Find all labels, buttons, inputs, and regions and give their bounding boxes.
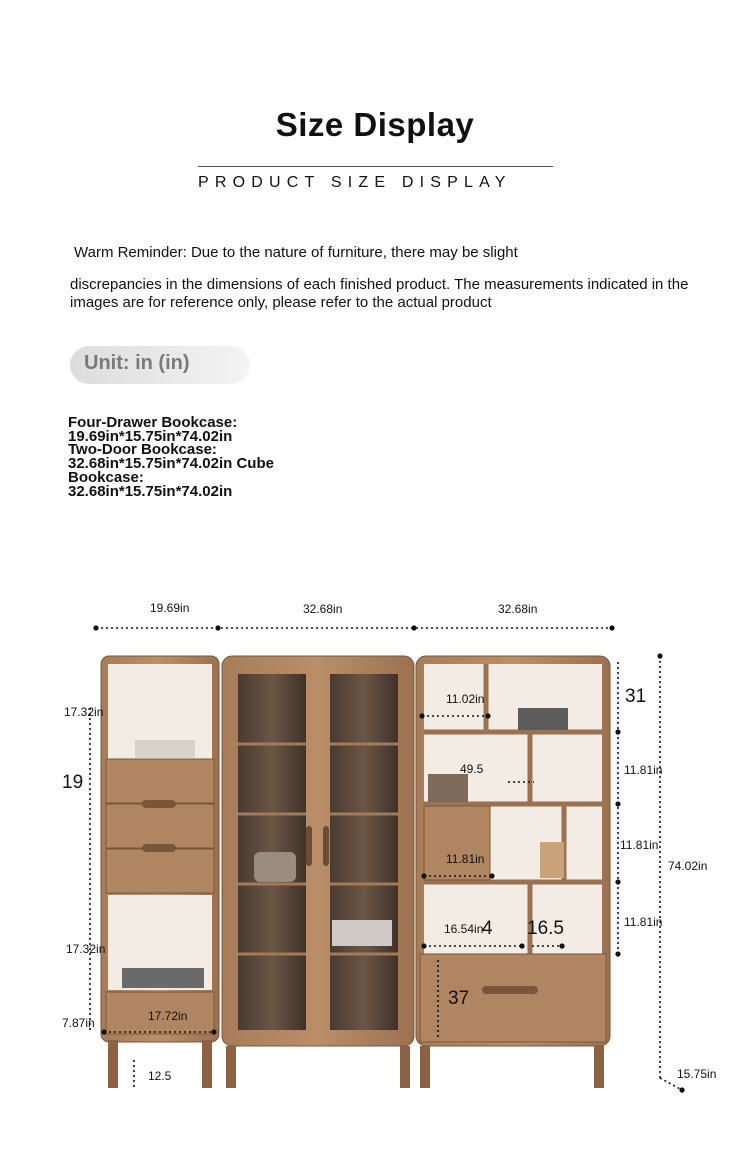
spec-line-3: Two-Door Bookcase: xyxy=(68,441,217,458)
cube-bookcase xyxy=(416,656,610,1088)
reminder-line-3: images are for reference only, please refer to the actual product xyxy=(70,294,492,311)
dim-depth: 15.75in xyxy=(677,1067,717,1081)
dim-left-top-shelf: 17.32in xyxy=(64,705,104,719)
dim-right-top: 31 xyxy=(625,686,647,707)
dim-left-drawer-block: 19 xyxy=(62,772,84,793)
dim-right-lower-width: 16.54in xyxy=(444,922,484,936)
dim-right-small: 4 xyxy=(482,918,493,939)
page-subtitle: PRODUCT SIZE DISPLAY xyxy=(198,174,512,191)
dim-total-height: 74.02in xyxy=(668,859,708,873)
dim-right-gap: 49.5 xyxy=(460,762,484,776)
page-title: Size Display xyxy=(275,106,475,143)
two-door-bookcase xyxy=(222,656,414,1088)
four-drawer-bookcase xyxy=(101,656,219,1088)
spec-line-4: 32.68in*15.75in*74.02in Cube xyxy=(68,455,274,472)
dim-left-lower-shelf: 17.32in xyxy=(66,942,106,956)
dim-width-left: 19.69in xyxy=(150,601,190,615)
unit-label: Unit: in (in) xyxy=(84,352,190,374)
dim-left-bottom: 7.87in xyxy=(62,1016,95,1030)
dim-right-small2: 16.5 xyxy=(527,918,564,939)
dim-right-shelf-h2: 11.81in xyxy=(620,838,659,852)
reminder-text xyxy=(70,276,688,312)
dim-width-right: 32.68in xyxy=(498,602,538,616)
title-divider xyxy=(198,166,553,167)
spec-line-5: Bookcase: xyxy=(68,469,144,486)
dim-right-shelf-width: 11.02in xyxy=(446,692,485,706)
dim-right-shelf-h3: 11.81in xyxy=(624,915,663,929)
reminder-line-2: discrepancies in the dimensions of each finished product. The measurements indicated in the xyxy=(70,276,689,293)
dim-width-middle: 32.68in xyxy=(303,602,343,616)
spec-line-6: 32.68in*15.75in*74.02in xyxy=(68,483,233,500)
dim-left-inner-width: 17.72in xyxy=(148,1009,188,1023)
spec-line-1: Four-Drawer Bookcase: xyxy=(68,414,238,431)
dim-right-cube-width: 11.81in xyxy=(446,852,485,866)
dim-right-drawer: 37 xyxy=(448,988,470,1009)
spec-line-2: 19.69in*15.75in*74.02in xyxy=(68,428,233,445)
reminder-line-1: Warm Reminder: Due to the nature of furniture, there may be slight xyxy=(74,244,518,261)
dim-right-shelf-h1: 11.81in xyxy=(624,763,663,777)
dim-left-leg: 12.5 xyxy=(148,1069,172,1083)
